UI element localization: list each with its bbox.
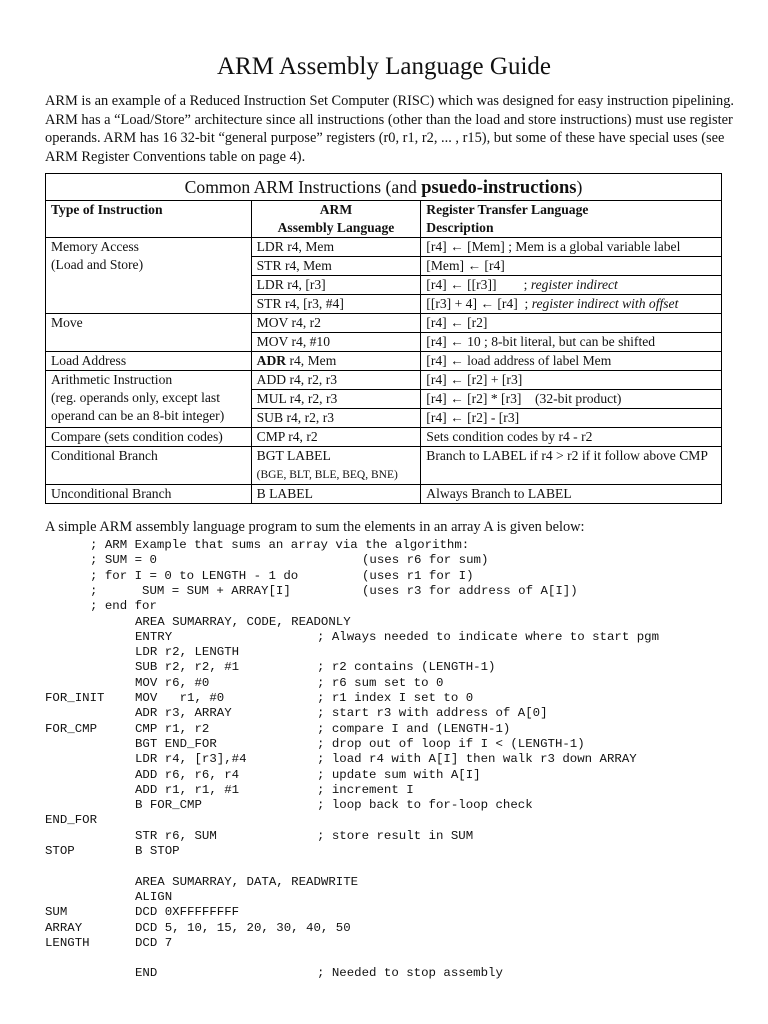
code-line: ; SUM = SUM + ARRAY[I] (uses r3 for address of A[I]) [90, 583, 578, 598]
code-line: SUB r2, r2, #1 ; r2 contains (LENGTH-1) [135, 660, 496, 675]
type-unconditional-branch: Unconditional Branch [46, 485, 252, 504]
code-line: STOP B STOP [45, 844, 180, 858]
code-line: SUM DCD 0XFFFFFFFF [45, 905, 240, 920]
asm-cell: STR r4, Mem [251, 257, 421, 276]
table-caption: Common ARM Instructions (and psuedo-instructions) [46, 174, 722, 201]
code-line: FOR_INIT MOV r1, #0 ; r1 index I set to 0 [45, 691, 474, 705]
rtl-cell: Sets condition codes by r4 - r2 [421, 428, 722, 447]
type-compare: Compare (sets condition codes) [46, 428, 252, 447]
intro-paragraph: ARM is an example of a Reduced Instruction Set Computer (RISC) which was designed for easy instruction pipelining. ARM has a “Load/Store” architecture since all instructions (other than the load and store instructions) must use register operands. ARM has 16 32-bit “general purpose” registers (r0, r1, r2, ... , r15), but some of these have special uses (see ARM Register Conventions table on page 4). [45, 93, 735, 165]
rtl-cell: [[r3] + 4] ← [r4] ; register indirect with offset [421, 295, 722, 314]
table-header-row [46, 201, 722, 238]
type-move: Move [46, 314, 252, 352]
rtl-cell: [r4] ← [r2] [421, 314, 722, 333]
table-row [46, 238, 722, 257]
code-line: ; for I = 0 to LENGTH - 1 do (uses r1 for I) [90, 568, 474, 583]
code-line: ENTRY ; Always needed to indicate where to start pgm [135, 629, 660, 644]
code-line: ADD r1, r1, #1 ; increment I [135, 782, 414, 797]
rtl-cell: Branch to LABEL if r4 > r2 if it follow above CMP [421, 447, 722, 485]
code-line: ; ARM Example that sums an array via the algorithm: [90, 538, 470, 552]
table-row [46, 352, 722, 371]
rtl-cell: [r4] ← [r2] + [r3] [421, 371, 722, 390]
rtl-cell: [r4] ← [r2] - [r3] [421, 409, 722, 428]
asm-cell: MOV r4, #10 [251, 333, 421, 352]
rtl-cell: Always Branch to LABEL [421, 485, 722, 504]
program-intro: A simple ARM assembly language program to sum the elements in an array A is given below: [45, 519, 585, 535]
table-row [46, 428, 722, 447]
asm-cell: STR r4, [r3, #4] [251, 295, 421, 314]
type-arithmetic: Arithmetic Instruction (reg. operands only, except last operand can be an 8-bit integer) [46, 371, 252, 428]
type-conditional-branch: Conditional Branch [46, 447, 252, 485]
code-line: ADD r6, r6, r4 ; update sum with A[I] [135, 767, 481, 782]
code-line: STR r6, SUM ; store result in SUM [135, 828, 474, 843]
header-type: Type of Instruction [46, 201, 252, 238]
rtl-cell: [r4] ← load address of label Mem [421, 352, 722, 371]
table-row [46, 371, 722, 390]
rtl-cell: [r4] ← [Mem] ; Mem is a global variable label [421, 238, 722, 257]
asm-cell: B LABEL [251, 485, 421, 504]
code-line: ALIGN [135, 889, 173, 904]
code-line: ARRAY DCD 5, 10, 15, 20, 30, 40, 50 [45, 920, 351, 935]
rtl-cell: [r4] ← [[r3]] ; register indirect [421, 276, 722, 295]
asm-cell: LDR r4, Mem [251, 238, 421, 257]
table-row [46, 485, 722, 504]
header-rtl: Register Transfer Language Description [421, 201, 722, 238]
code-line: ADR r3, ARRAY ; start r3 with address of A[0] [135, 706, 548, 721]
code-line: LDR r2, LENGTH [135, 645, 240, 660]
page-title: ARM Assembly Language Guide [217, 53, 551, 80]
code-line: MOV r6, #0 ; r6 sum set to 0 [135, 675, 444, 690]
asm-cell: LDR r4, [r3] [251, 276, 421, 295]
code-line: BGT END_FOR ; drop out of loop if I < (LENGTH-1) [135, 736, 585, 751]
instructions-table [45, 173, 722, 504]
code-line: LENGTH DCD 7 [45, 935, 173, 950]
rtl-cell: [Mem] ← [r4] [421, 257, 722, 276]
header-arm: ARM Assembly Language [251, 201, 421, 238]
asm-cell: ADD r4, r2, r3 [251, 371, 421, 390]
table-row [46, 447, 722, 485]
code-line: END ; Needed to stop assembly [135, 966, 503, 981]
rtl-cell: [r4] ← [r2] * [r3] (32-bit product) [421, 390, 722, 409]
asm-cell: CMP r4, r2 [251, 428, 421, 447]
code-line: FOR_CMP CMP r1, r2 ; compare I and (LENGTH-1) [45, 721, 511, 736]
code-line: ; SUM = 0 (uses r6 for sum) [90, 553, 489, 568]
code-line: B FOR_CMP ; loop back to for-loop check [135, 798, 533, 813]
asm-cell: SUB r4, r2, r3 [251, 409, 421, 428]
code-line: LDR r4, [r3],#4 ; load r4 with A[I] then walk r3 down ARRAY [135, 752, 637, 767]
rtl-cell: [r4] ← 10 ; 8-bit literal, but can be shifted [421, 333, 722, 352]
type-load-address: Load Address [46, 352, 252, 371]
code-line: ; end for [90, 599, 157, 614]
asm-cell: MUL r4, r2, r3 [251, 390, 421, 409]
asm-cell: MOV r4, r2 [251, 314, 421, 333]
asm-cell: BGT LABEL (BGE, BLT, BLE, BEQ, BNE) [251, 447, 421, 485]
table-row [46, 314, 722, 333]
code-line: AREA SUMARRAY, CODE, READONLY [135, 614, 351, 629]
asm-cell: ADR r4, Mem [251, 352, 421, 371]
code-line: AREA SUMARRAY, DATA, READWRITE [135, 874, 359, 889]
code-line: END_FOR [45, 813, 98, 828]
type-memory-access: Memory Access (Load and Store) [46, 238, 252, 314]
